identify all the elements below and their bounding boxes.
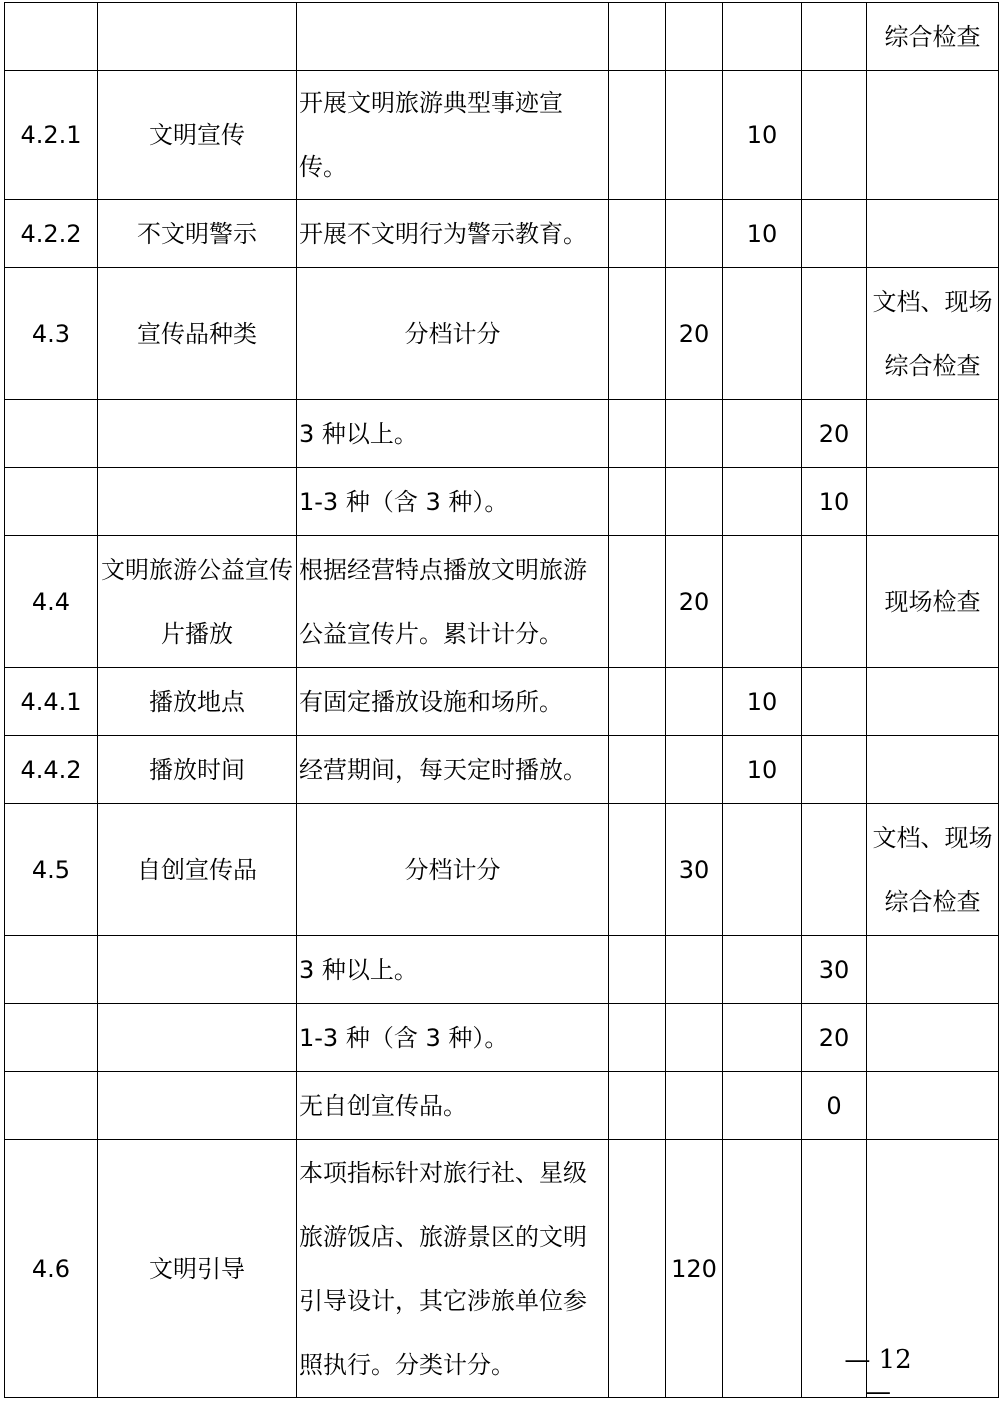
cell-empty — [609, 1140, 666, 1398]
cell-id — [5, 1004, 98, 1072]
cell-desc: 分档计分 — [297, 268, 609, 400]
cell-item: 文明引导 — [98, 1140, 297, 1398]
cell-empty — [609, 3, 666, 71]
cell-method — [867, 1004, 999, 1072]
cell-sub — [723, 1072, 802, 1140]
cell-tier: 30 — [802, 936, 867, 1004]
cell-total — [666, 668, 723, 736]
cell-item — [98, 936, 297, 1004]
cell-total: 120 — [666, 1140, 723, 1398]
cell-id — [5, 468, 98, 536]
cell-empty — [609, 468, 666, 536]
cell-desc: 3 种以上。 — [297, 936, 609, 1004]
cell-tier — [802, 736, 867, 804]
cell-tier — [802, 200, 867, 268]
cell-method: 文档、现场综合检查 — [867, 268, 999, 400]
table-row — [5, 1072, 999, 1140]
table-row — [5, 400, 999, 468]
cell-total — [666, 200, 723, 268]
table-row — [5, 936, 999, 1004]
cell-id — [5, 400, 98, 468]
cell-empty — [609, 71, 666, 200]
cell-empty — [609, 668, 666, 736]
cell-total — [666, 736, 723, 804]
cell-id: 4.4 — [5, 536, 98, 668]
cell-empty — [609, 1004, 666, 1072]
cell-tier: 0 — [802, 1072, 867, 1140]
cell-desc: 根据经营特点播放文明旅游公益宣传片。累计计分。 — [297, 536, 609, 668]
cell-tier — [802, 668, 867, 736]
cell-id — [5, 1072, 98, 1140]
cell-total: 30 — [666, 804, 723, 936]
cell-sub — [723, 804, 802, 936]
cell-method — [867, 468, 999, 536]
cell-item: 宣传品种类 — [98, 268, 297, 400]
cell-total — [666, 400, 723, 468]
cell-sub: 10 — [723, 736, 802, 804]
cell-desc: 分档计分 — [297, 804, 609, 936]
cell-item — [98, 3, 297, 71]
cell-item: 播放地点 — [98, 668, 297, 736]
cell-desc — [297, 3, 609, 71]
cell-id: 4.2.1 — [5, 71, 98, 200]
cell-sub — [723, 936, 802, 1004]
table-row — [5, 71, 999, 200]
cell-desc: 无自创宣传品。 — [297, 1072, 609, 1140]
cell-tier: 20 — [802, 400, 867, 468]
cell-tier: 20 — [802, 1004, 867, 1072]
cell-desc: 开展不文明行为警示教育。 — [297, 200, 609, 268]
cell-tier — [802, 71, 867, 200]
cell-method: 综合检查 — [867, 3, 999, 71]
cell-tier — [802, 536, 867, 668]
cell-desc: 1-3 种（含 3 种）。 — [297, 468, 609, 536]
cell-id: 4.3 — [5, 268, 98, 400]
cell-sub: 10 — [723, 668, 802, 736]
cell-empty — [609, 536, 666, 668]
cell-method — [867, 1072, 999, 1140]
table-row — [5, 3, 999, 71]
cell-item: 不文明警示 — [98, 200, 297, 268]
table-row — [5, 804, 999, 936]
cell-desc: 有固定播放设施和场所。 — [297, 668, 609, 736]
cell-empty — [609, 400, 666, 468]
cell-sub — [723, 468, 802, 536]
cell-desc: 本项指标针对旅行社、星级旅游饭店、旅游景区的文明引导设计，其它涉旅单位参照执行。分类计分。 — [297, 1140, 609, 1398]
cell-method — [867, 200, 999, 268]
page-number: — 12 — — [844, 1345, 912, 1407]
cell-item — [98, 400, 297, 468]
cell-sub: 10 — [723, 71, 802, 200]
cell-id: 4.4.2 — [5, 736, 98, 804]
cell-sub — [723, 1140, 802, 1398]
table-row — [5, 536, 999, 668]
cell-item: 播放时间 — [98, 736, 297, 804]
cell-item: 文明旅游公益宣传片播放 — [98, 536, 297, 668]
cell-empty — [609, 804, 666, 936]
cell-total — [666, 468, 723, 536]
cell-item: 文明宣传 — [98, 71, 297, 200]
cell-method — [867, 400, 999, 468]
cell-method — [867, 668, 999, 736]
cell-item — [98, 468, 297, 536]
table-row — [5, 668, 999, 736]
cell-sub — [723, 268, 802, 400]
table-row — [5, 468, 999, 536]
cell-id: 4.5 — [5, 804, 98, 936]
cell-tier — [802, 804, 867, 936]
cell-id: 4.6 — [5, 1140, 98, 1398]
cell-desc: 开展文明旅游典型事迹宣传。 — [297, 71, 609, 200]
cell-empty — [609, 268, 666, 400]
cell-tier: 10 — [802, 468, 867, 536]
cell-total — [666, 71, 723, 200]
table-row — [5, 1004, 999, 1072]
cell-empty — [609, 736, 666, 804]
cell-item — [98, 1072, 297, 1140]
cell-item: 自创宣传品 — [98, 804, 297, 936]
cell-sub — [723, 1004, 802, 1072]
cell-method: 现场检查 — [867, 536, 999, 668]
cell-desc: 3 种以上。 — [297, 400, 609, 468]
cell-empty — [609, 200, 666, 268]
cell-total — [666, 1004, 723, 1072]
table-row — [5, 200, 999, 268]
cell-desc: 1-3 种（含 3 种）。 — [297, 1004, 609, 1072]
cell-empty — [609, 936, 666, 1004]
cell-sub — [723, 536, 802, 668]
cell-total: 20 — [666, 268, 723, 400]
cell-id: 4.4.1 — [5, 668, 98, 736]
table-row — [5, 268, 999, 400]
cell-empty — [609, 1072, 666, 1140]
cell-sub — [723, 400, 802, 468]
cell-id: 4.2.2 — [5, 200, 98, 268]
score-table — [4, 2, 999, 1407]
cell-tier — [802, 268, 867, 400]
cell-method: 文档、现场综合检查 — [867, 804, 999, 936]
cell-sub — [723, 3, 802, 71]
cell-total — [666, 936, 723, 1004]
cell-desc: 经营期间，每天定时播放。 — [297, 736, 609, 804]
table-row — [5, 736, 999, 804]
cell-method — [867, 736, 999, 804]
cell-total: 20 — [666, 536, 723, 668]
cell-method — [867, 71, 999, 200]
cell-total — [666, 1072, 723, 1140]
cell-tier — [802, 3, 867, 71]
cell-total — [666, 3, 723, 71]
cell-sub: 10 — [723, 200, 802, 268]
cell-id — [5, 3, 98, 71]
cell-method — [867, 936, 999, 1004]
cell-id — [5, 936, 98, 1004]
cell-item — [98, 1004, 297, 1072]
